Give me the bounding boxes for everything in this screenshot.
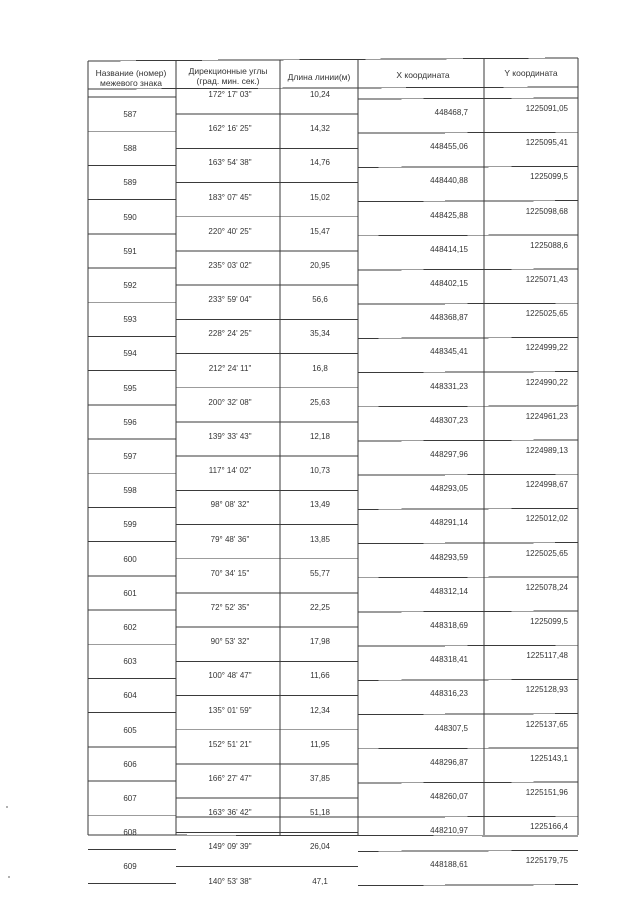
line-length: 14,76 xyxy=(309,158,331,168)
x-coordinate: 448210,97 xyxy=(430,826,468,836)
line-length: 47,1 xyxy=(312,876,328,886)
point-row-border xyxy=(358,235,578,236)
directional-angle: 212° 24' 11" xyxy=(208,363,252,373)
x-coordinate: 448368,87 xyxy=(430,313,468,323)
y-coordinate: 1225179,75 xyxy=(525,856,568,866)
line-length: 25,63 xyxy=(309,397,331,407)
line-length: 37,85 xyxy=(309,774,331,783)
directional-angle: 162° 16' 25" xyxy=(208,124,252,134)
y-coordinate: 1224961,23 xyxy=(525,411,568,421)
y-coordinate: 1225012,02 xyxy=(525,514,568,524)
marker-number: 601 xyxy=(123,588,137,598)
y-coordinate: 1225099,5 xyxy=(530,172,568,182)
directional-angle: 163° 54' 38" xyxy=(208,158,252,168)
point-row-border xyxy=(358,850,578,851)
y-coordinate: 1225099,5 xyxy=(530,617,568,626)
x-coordinate: 448307,5 xyxy=(434,723,468,733)
header-angle xyxy=(176,66,280,86)
point-row-border xyxy=(358,885,578,886)
x-coordinate: 448188,61 xyxy=(430,860,468,870)
x-coordinate: 448260,07 xyxy=(430,792,468,801)
directional-angle: 166° 27' 47" xyxy=(208,774,252,783)
marker-number: 598 xyxy=(123,486,137,496)
y-coordinate: 1224990,22 xyxy=(525,377,568,387)
directional-angle: 100° 48' 47" xyxy=(208,671,252,681)
directional-angle: 183° 07' 45" xyxy=(208,192,252,202)
marker-number: 594 xyxy=(123,349,137,359)
directional-angle: 98° 08' 32" xyxy=(210,500,250,510)
scan-speck xyxy=(6,806,8,808)
x-coordinate: 448291,14 xyxy=(430,518,468,528)
marker-number: 596 xyxy=(123,417,137,427)
marker-number: 592 xyxy=(123,281,137,290)
directional-angle: 228° 24' 25" xyxy=(208,329,252,339)
x-coordinate: 448345,41 xyxy=(430,347,468,357)
line-length: 51,18 xyxy=(309,808,331,818)
line-length: 16,8 xyxy=(312,363,328,373)
header-angle-line1: Дирекционные углы xyxy=(188,66,268,76)
marker-number: 602 xyxy=(123,623,137,632)
line-length: 15,02 xyxy=(309,192,331,202)
directional-angle: 70° 34' 15" xyxy=(210,568,250,578)
y-coordinate: 1225128,93 xyxy=(525,685,568,695)
directional-angle: 140° 53' 38" xyxy=(208,876,252,886)
marker-number: 590 xyxy=(123,212,137,222)
line-length: 12,18 xyxy=(309,432,331,441)
y-coordinate: 1225137,65 xyxy=(525,719,568,729)
directional-angle: 79° 48' 36" xyxy=(210,534,250,544)
line-length: 26,04 xyxy=(309,842,331,852)
scan-speck xyxy=(8,876,10,878)
point-row-border xyxy=(358,201,578,202)
directional-angle: 135° 01' 59" xyxy=(208,705,252,715)
marker-number: 589 xyxy=(123,178,137,188)
marker-number: 587 xyxy=(123,110,137,119)
y-coordinate: 1225088,6 xyxy=(530,240,568,250)
point-row-border xyxy=(358,543,578,544)
y-coordinate: 1224998,67 xyxy=(525,480,568,490)
line-length: 55,77 xyxy=(309,568,331,578)
directional-angle: 90° 53' 32" xyxy=(210,637,250,647)
line-length: 12,34 xyxy=(309,705,331,715)
header-angle-line2: (град. мин. сек.) xyxy=(196,76,260,86)
x-coordinate: 448425,88 xyxy=(430,210,468,220)
line-length: 20,95 xyxy=(309,261,331,270)
y-coordinate: 1225071,43 xyxy=(525,275,568,284)
line-length: 17,98 xyxy=(309,637,331,647)
x-coordinate: 448468,7 xyxy=(434,108,468,117)
directional-angle: 149° 09' 39" xyxy=(208,842,252,852)
y-coordinate: 1225143,1 xyxy=(530,753,568,763)
header-name-line1: Название (номер) xyxy=(95,68,167,78)
y-coordinate: 1225166,4 xyxy=(530,822,568,832)
point-row-border xyxy=(358,303,578,304)
line-length: 22,25 xyxy=(309,603,331,612)
point-row-border xyxy=(358,269,578,270)
table-top-border xyxy=(88,58,578,61)
marker-number: 600 xyxy=(123,554,137,564)
x-coordinate: 448307,23 xyxy=(430,415,468,425)
y-coordinate: 1224989,13 xyxy=(525,446,568,455)
x-coordinate: 448414,15 xyxy=(430,244,468,254)
point-row-border xyxy=(358,440,578,441)
x-coordinate: 448402,15 xyxy=(430,279,468,288)
header-x: X координата xyxy=(396,70,450,80)
x-coordinate: 448297,96 xyxy=(430,450,468,459)
marker-number: 608 xyxy=(123,828,137,838)
y-coordinate: 1225098,68 xyxy=(525,206,568,216)
marker-number: 595 xyxy=(123,383,137,393)
marker-number: 609 xyxy=(123,862,137,872)
point-row-border xyxy=(358,337,578,338)
marker-number: 593 xyxy=(123,315,137,325)
marker-number: 599 xyxy=(123,520,137,530)
line-length: 15,47 xyxy=(309,226,331,236)
directional-angle: 172° 17' 03" xyxy=(208,90,252,99)
marker-number: 597 xyxy=(123,452,137,461)
point-row-border xyxy=(358,679,578,680)
point-row-border xyxy=(358,98,578,99)
point-row-border xyxy=(358,508,578,509)
directional-angle: 220° 40' 25" xyxy=(208,226,252,236)
point-row-border xyxy=(358,714,578,715)
y-coordinate: 1225025,65 xyxy=(525,309,568,319)
line-length: 10,24 xyxy=(309,90,331,99)
header-name-line2: межевого знака xyxy=(100,78,162,88)
line-length: 56,6 xyxy=(312,295,328,305)
x-coordinate: 448293,59 xyxy=(430,552,468,562)
line-length: 10,73 xyxy=(309,466,331,476)
x-coordinate: 448316,23 xyxy=(430,689,468,699)
line-length: 11,66 xyxy=(310,671,330,681)
y-coordinate: 1224999,22 xyxy=(525,343,568,353)
y-coordinate: 1225095,41 xyxy=(525,138,568,148)
x-coordinate: 448318,41 xyxy=(430,655,468,665)
point-row-border xyxy=(358,166,578,167)
line-length: 13,85 xyxy=(309,534,331,544)
x-coordinate: 448296,87 xyxy=(430,757,468,767)
point-row-border xyxy=(358,577,578,578)
x-coordinate: 448331,23 xyxy=(430,381,468,391)
directional-angle: 200° 32' 08" xyxy=(208,397,252,407)
point-row-border xyxy=(358,816,578,817)
marker-number: 605 xyxy=(123,725,137,735)
marker-number: 603 xyxy=(123,657,137,667)
x-coordinate: 448455,06 xyxy=(430,142,468,152)
x-coordinate: 448318,69 xyxy=(430,621,468,630)
x-coordinate: 448293,05 xyxy=(430,484,468,494)
table-bottom-border xyxy=(88,835,578,836)
point-row-border xyxy=(358,782,578,783)
line-length: 13,49 xyxy=(309,500,331,510)
directional-angle: 72° 52' 35" xyxy=(210,603,250,612)
y-coordinate: 1225025,65 xyxy=(525,548,568,558)
point-row-border xyxy=(358,406,578,407)
header-name xyxy=(88,68,174,88)
directional-angle: 233° 59' 04" xyxy=(208,295,252,305)
marker-number: 591 xyxy=(123,246,137,256)
point-row-border xyxy=(358,645,578,646)
point-row-border xyxy=(358,611,578,612)
header-y: Y координата xyxy=(504,68,558,78)
y-coordinate: 1225091,05 xyxy=(525,104,568,113)
line-length: 11,95 xyxy=(310,739,330,749)
x-coordinate: 448312,14 xyxy=(430,586,468,596)
line-length: 35,34 xyxy=(309,329,331,339)
directional-angle: 139° 33' 43" xyxy=(208,432,252,441)
marker-number: 588 xyxy=(123,144,137,154)
directional-angle: 117° 14' 02" xyxy=(208,466,252,476)
directional-angle: 235° 03' 02" xyxy=(208,261,252,270)
y-coordinate: 1225117,48 xyxy=(526,651,568,661)
marker-number: 604 xyxy=(123,691,137,701)
line-length: 14,32 xyxy=(309,124,331,134)
point-row-border xyxy=(358,132,578,133)
y-coordinate: 1225151,96 xyxy=(525,788,568,797)
directional-angle: 152° 51' 21" xyxy=(208,739,252,749)
directional-angle: 163° 36' 42" xyxy=(208,808,252,818)
point-row-border xyxy=(358,748,578,749)
header-length: Длина линии(м) xyxy=(287,72,351,82)
x-coordinate: 448440,88 xyxy=(430,176,468,186)
point-row-border xyxy=(358,474,578,475)
y-coordinate: 1225078,24 xyxy=(525,582,568,592)
point-row-border xyxy=(358,372,578,373)
marker-number: 607 xyxy=(123,794,137,803)
marker-number: 606 xyxy=(123,759,137,769)
